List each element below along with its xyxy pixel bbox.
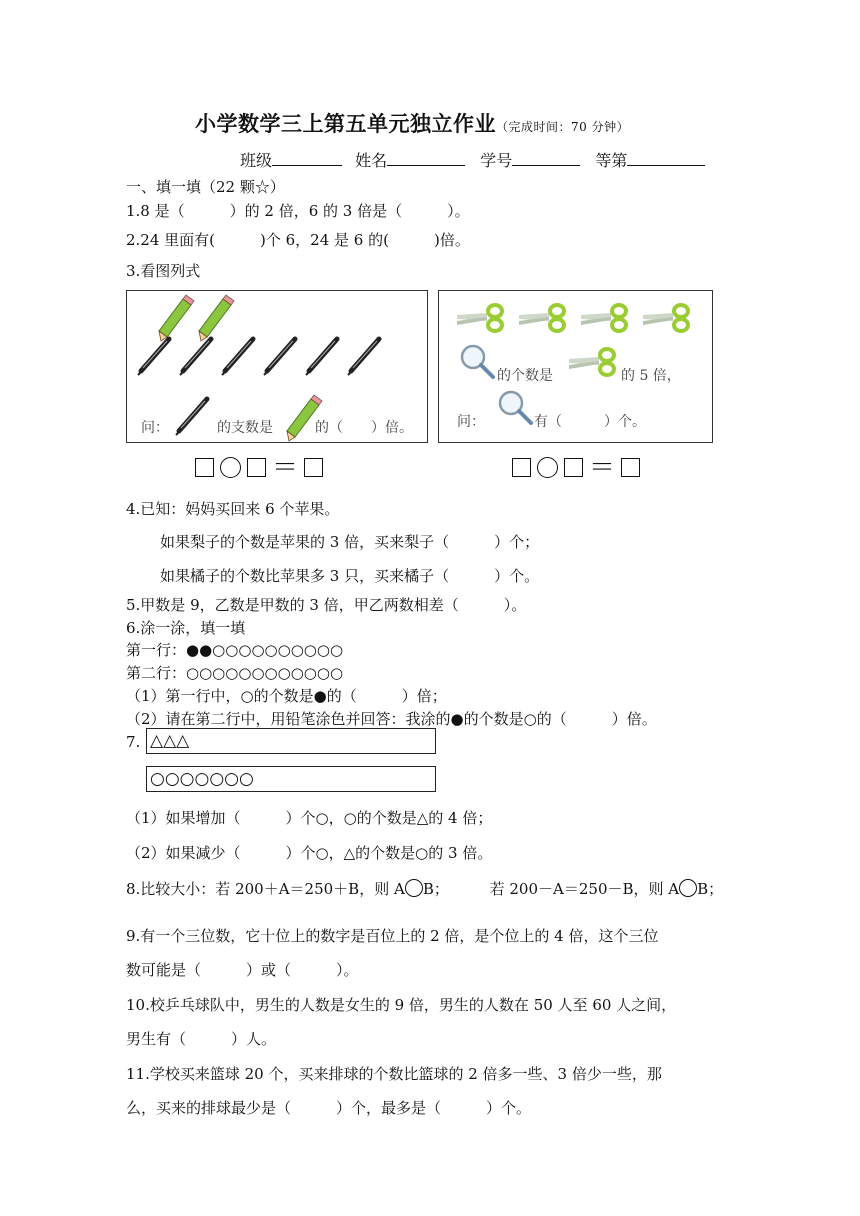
page-title xyxy=(195,108,629,138)
student-id-field[interactable] xyxy=(512,151,580,166)
green-pencil-icon xyxy=(159,295,194,341)
black-pen-icon xyxy=(306,339,337,375)
class-label: 班级 xyxy=(240,151,273,170)
q3-left-end: 的（ ）倍。 xyxy=(315,420,413,436)
magnifier-icon xyxy=(462,346,493,377)
question-4: 4.已知：妈妈买回来 6 个苹果。 xyxy=(126,500,340,518)
grade-field[interactable] xyxy=(627,151,705,166)
section-heading: 一、填一填（22 颗☆） xyxy=(126,178,285,196)
answer-box[interactable] xyxy=(564,458,583,477)
q8-part2: B； xyxy=(422,880,449,898)
question-3-heading: 3.看图列式 xyxy=(126,262,201,280)
q7-triangle-box xyxy=(146,728,436,754)
question-8 xyxy=(126,878,723,899)
question-6: 6.涂一涂，填一填 xyxy=(126,619,246,637)
scissors-icon xyxy=(457,305,502,331)
grade-label: 等第 xyxy=(595,151,628,170)
question-5: 5.甲数是 9，乙数是甲数的 3 倍，甲乙两数相差（ ）。 xyxy=(126,596,527,614)
answer-box[interactable] xyxy=(304,458,323,477)
q3-right-equation xyxy=(512,452,640,483)
name-field[interactable] xyxy=(387,151,465,166)
question-6-row2[interactable]: 第二行：○○○○○○○○○○○○ xyxy=(126,664,344,682)
operator-circle[interactable] xyxy=(220,457,241,478)
scissors-icon xyxy=(643,305,688,331)
q3-right-mid: 的个数是 xyxy=(497,368,553,384)
question-7-label: 7. xyxy=(126,733,141,751)
question-10-line1: 10.校乒乓球队中，男生的人数是女生的 9 倍，男生的人数在 50 人至 60 人之间， xyxy=(126,996,677,1014)
question-9-line2: 数可能是（ ）或（ ）。 xyxy=(126,961,359,979)
header-fields xyxy=(240,148,705,171)
compare-circle[interactable] xyxy=(679,879,697,897)
question-6-row1: 第一行：●●○○○○○○○○○○ xyxy=(126,641,344,659)
compare-circle[interactable] xyxy=(405,879,423,897)
magnifier-icon xyxy=(500,392,531,423)
answer-box[interactable] xyxy=(195,458,214,477)
question-4b: 如果橘子的个数比苹果多 3 只，买来橘子（ ）个。 xyxy=(160,567,540,585)
black-pen-icon xyxy=(264,339,295,375)
equals-sign-icon: ＝ xyxy=(272,452,299,483)
black-pen-icon xyxy=(222,339,253,375)
question-6b: （2）请在第二行中，用铅笔涂色并回答：我涂的●的个数是○的（ ）倍。 xyxy=(126,710,657,728)
operator-circle[interactable] xyxy=(537,457,558,478)
q3-left-mid: 的支数是 xyxy=(217,420,273,436)
black-pen-icon xyxy=(180,339,211,375)
q3-right-ask: 问： xyxy=(457,414,485,430)
scissors-icon xyxy=(519,305,564,331)
student-id-label: 学号 xyxy=(480,151,513,170)
question-4a: 如果梨子的个数是苹果的 3 倍，买来梨子（ ）个； xyxy=(160,533,540,551)
question-11-line2: 么，买来的排球最少是（ ）个，最多是（ ）个。 xyxy=(126,1099,532,1117)
q3-right-end: 的 5 倍， xyxy=(621,368,681,384)
q3-right-picture xyxy=(438,290,713,443)
q3-right-q-end: 有（ ）个。 xyxy=(534,414,646,430)
answer-box[interactable] xyxy=(247,458,266,477)
question-11-line1: 11.学校买来篮球 20 个，买来排球的个数比篮球的 2 倍多一些、3 倍少一些，那 xyxy=(126,1065,662,1083)
class-field[interactable] xyxy=(272,151,342,166)
title-text: 小学数学三上第五单元独立作业 xyxy=(195,112,496,136)
answer-box[interactable] xyxy=(512,458,531,477)
scissors-icon xyxy=(569,349,614,375)
q3-left-picture xyxy=(126,290,428,443)
q8-part1: 8.比较大小：若 200＋A＝250＋B，则 A xyxy=(126,880,405,898)
q8-part3: 若 200－A＝250－B，则 A xyxy=(489,880,680,898)
question-1: 1.8 是（ ）的 2 倍，6 的 3 倍是（ ）。 xyxy=(126,202,470,220)
answer-box[interactable] xyxy=(621,458,640,477)
q3-left-ask: 问： xyxy=(141,420,169,436)
black-pen-icon xyxy=(138,339,169,375)
question-7a: （1）如果增加（ ）个○，○的个数是△的 4 倍； xyxy=(126,809,493,827)
question-10-line2: 男生有（ ）人。 xyxy=(126,1030,277,1048)
black-pen-icon xyxy=(348,339,379,375)
scissors-icon xyxy=(581,305,626,331)
question-2: 2.24 里面有( )个 6，24 是 6 的( )倍。 xyxy=(126,231,470,249)
question-6a: （1）第一行中，○的个数是●的（ ）倍； xyxy=(126,687,447,705)
q8-part4: B； xyxy=(697,880,724,898)
q3-left-equation xyxy=(195,452,323,483)
q7-circles: ○○○○○○○ xyxy=(150,769,254,789)
name-label: 姓名 xyxy=(355,151,388,170)
title-note: （完成时间：70 分钟） xyxy=(496,120,630,134)
question-7b: （2）如果减少（ ）个○，△的个数是○的 3 倍。 xyxy=(126,844,493,862)
equals-sign-icon: ＝ xyxy=(589,452,616,483)
black-pen-icon xyxy=(176,399,207,435)
q7-circle-box xyxy=(146,766,436,792)
green-pencil-icon xyxy=(199,295,234,341)
question-9-line1: 9.有一个三位数，它十位上的数字是百位上的 2 倍，是个位上的 4 倍，这个三位 xyxy=(126,927,659,945)
q7-triangles: △△△ xyxy=(150,731,190,751)
